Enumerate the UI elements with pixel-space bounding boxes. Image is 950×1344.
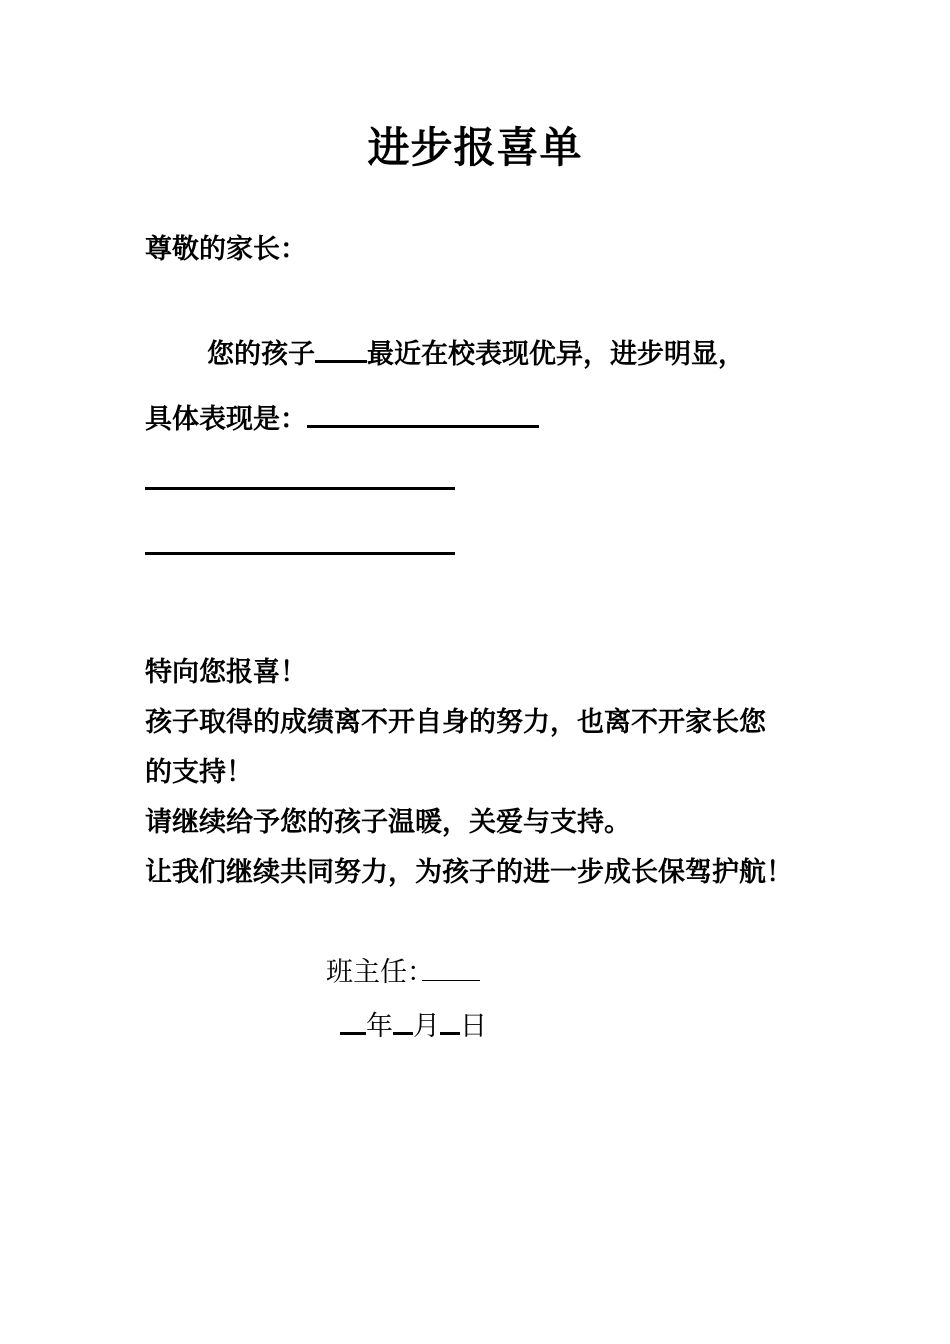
details-blank-3: [145, 552, 455, 555]
paragraph-intro: [207, 332, 745, 373]
year-blank: [340, 1004, 366, 1035]
month-label: 月: [413, 1011, 440, 1042]
closing-line-2: 孩子取得的成绩离不开自身的努力，也离不开家长您: [145, 707, 766, 738]
teacher-label: 班主任：: [326, 957, 434, 988]
details-blank-2: [145, 487, 455, 490]
date-line: [340, 1004, 487, 1045]
day-blank: [440, 1004, 460, 1035]
teacher-name-blank: [422, 954, 480, 981]
closing-line-4: 请继续给予您的孩子温暖，关爱与支持。: [145, 807, 631, 838]
closing-line-5: 让我们继续共同努力，为孩子的进一步成长保驾护航！: [145, 857, 793, 888]
year-label: 年: [366, 1011, 393, 1042]
month-blank: [393, 1004, 413, 1035]
closing-line-1: 特向您报喜！: [145, 657, 307, 688]
details-blank-1: [307, 397, 539, 428]
salutation: 尊敬的家长：: [145, 234, 307, 265]
details-line: [145, 397, 539, 438]
day-label: 日: [460, 1011, 487, 1042]
closing-line-3: 的支持！: [145, 757, 253, 788]
intro-prefix: 您的孩子: [207, 339, 315, 370]
student-name-blank: [315, 332, 367, 363]
document-title: 进步报喜单: [367, 123, 583, 172]
intro-suffix: 最近在校表现优异，进步明显，: [367, 339, 745, 370]
details-label: 具体表现是：: [145, 404, 307, 435]
teacher-signature-line: [326, 954, 480, 991]
